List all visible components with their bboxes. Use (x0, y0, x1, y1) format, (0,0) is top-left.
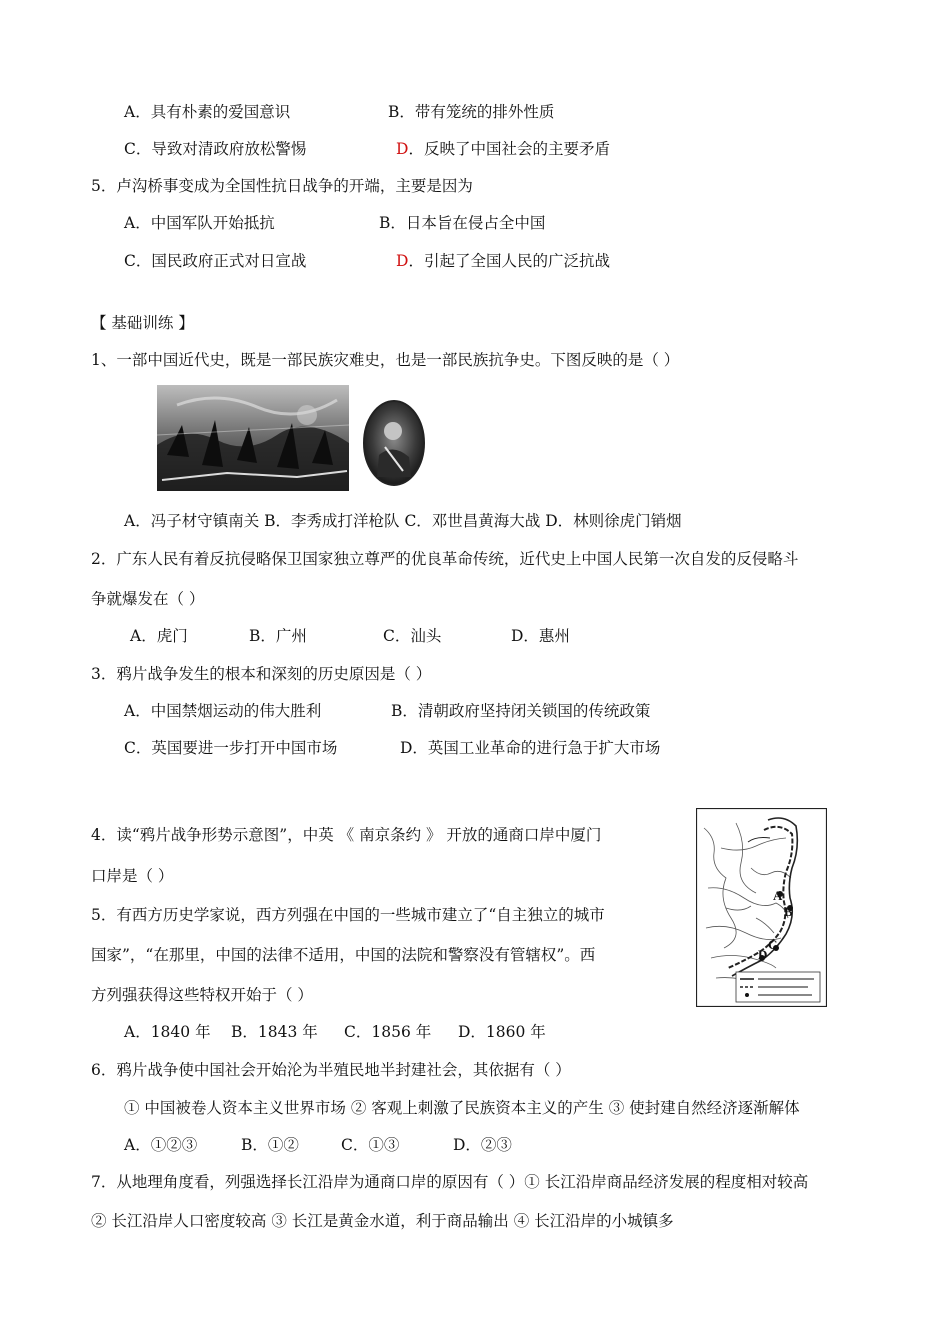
map-legend (736, 972, 820, 1002)
battle-scene-photo (157, 385, 349, 491)
answer-letter-d: D (396, 140, 409, 158)
question-1-illustration (157, 385, 429, 493)
q2-option-b: B．广州 (249, 627, 307, 645)
q5-top-option-d (396, 251, 610, 271)
question-3-stem: 3．鸦片战争发生的根本和深刻的历史原因是（ ） (91, 665, 432, 683)
q6-option-d: D．②③ (453, 1136, 512, 1154)
question-5-top-stem: 5．卢沟桥事变成为全国性抗日战争的开端，主要是因为 (91, 177, 473, 195)
q2-option-d: D．惠州 (511, 627, 570, 645)
prev-option-a: A．具有朴素的爱国意识 (124, 103, 291, 121)
question-7-line2: ② 长江沿岸人口密度较高 ③ 长江是黄金水道，利于商品输出 ④ 长江沿岸的小城镇多 (91, 1212, 674, 1230)
question-5-stem-line2: 国家”，“在那里，中国的法律不适用，中国的法院和警察没有管辖权”。西 (91, 946, 596, 964)
option-d-text: ．引起了全国人民的广泛抗战 (408, 252, 610, 270)
question-2-stem-line1: 2．广东人民有着反抗侵略保卫国家独立尊严的优良革命传统，近代史上中国人民第一次自发的反侵略斗 (91, 550, 799, 568)
q5-option-c: C．1856 年 (344, 1023, 432, 1041)
prev-option-b: B．带有笼统的排外性质 (388, 103, 555, 121)
question-5-stem-line1: 5．有西方历史学家说，西方列强在中国的一些城市建立了“自主独立的城市 (91, 906, 605, 924)
q5-option-d: D．1860 年 (458, 1023, 546, 1041)
q5-option-b: B．1843 年 (231, 1023, 318, 1041)
section-title: 【 基础训练 】 (91, 314, 194, 332)
q3-option-b: B．清朝政府坚持闭关锁国的传统政策 (391, 702, 651, 720)
q6-option-c: C．①③ (341, 1136, 400, 1154)
q5-top-option-b: B．日本旨在侵占全中国 (379, 214, 546, 232)
q3-option-c: C．英国要进一步打开中国市场 (124, 739, 338, 757)
question-7-line1: 7．从地理角度看，列强选择长江沿岸为通商口岸的原因有（ ）① 长江沿岸商品经济发展的程度相对较高 (91, 1173, 809, 1191)
map-label-d: D (758, 947, 768, 962)
question-4-stem-line2: 口岸是（ ） (91, 867, 174, 885)
prev-option-c: C．导致对清政府放松警惕 (124, 140, 307, 158)
map-label-b: B (784, 904, 793, 919)
q3-option-a: A．中国禁烟运动的伟大胜利 (124, 702, 322, 720)
map-label-c: C (768, 937, 778, 952)
q3-option-d: D．英国工业革命的进行急于扩大市场 (400, 739, 661, 757)
q5-top-option-c: C．国民政府正式对日宣战 (124, 252, 307, 270)
q5-option-a: A．1840 年 (124, 1023, 211, 1041)
q6-option-a: A．①②③ (124, 1136, 198, 1154)
opium-war-map (696, 808, 827, 1007)
question-6-items: ① 中国被卷人资本主义世界市场 ② 客观上刺激了民族资本主义的产生 ③ 使封建自然经济逐渐解体 (124, 1099, 800, 1117)
prev-option-d (396, 139, 610, 159)
map-label-a: A (773, 888, 783, 903)
question-5-stem-line3: 方列强获得这些特权开始于（ ） (91, 986, 313, 1004)
answer-letter-d: D (396, 252, 409, 270)
q2-option-c: C．汕头 (383, 627, 442, 645)
question-6-stem: 6．鸦片战争使中国社会开始沦为半殖民地半封建社会，其依据有（ ） (91, 1061, 571, 1079)
q5-top-option-a: A．中国军队开始抵抗 (124, 214, 275, 232)
question-2-stem-line2: 争就爆发在（ ） (91, 590, 205, 608)
q6-option-b: B．①② (241, 1136, 299, 1154)
question-4-stem-line1: 4．读“鸦片战争形势示意图”，中英 《 南京条约 》 开放的通商口岸中厦门 (91, 826, 602, 844)
question-1-stem: 1、一部中国近代史，既是一部民族灾难史，也是一部民族抗争史。下图反映的是（ ） (91, 351, 680, 369)
question-1-options: A．冯子材守镇南关 B．李秀成打洋枪队 C．邓世昌黄海大战 D．林则徐虎门销烟 (124, 512, 682, 530)
option-d-text: ．反映了中国社会的主要矛盾 (408, 140, 610, 158)
portrait-photo (364, 401, 424, 485)
q2-option-a: A．虎门 (130, 627, 188, 645)
